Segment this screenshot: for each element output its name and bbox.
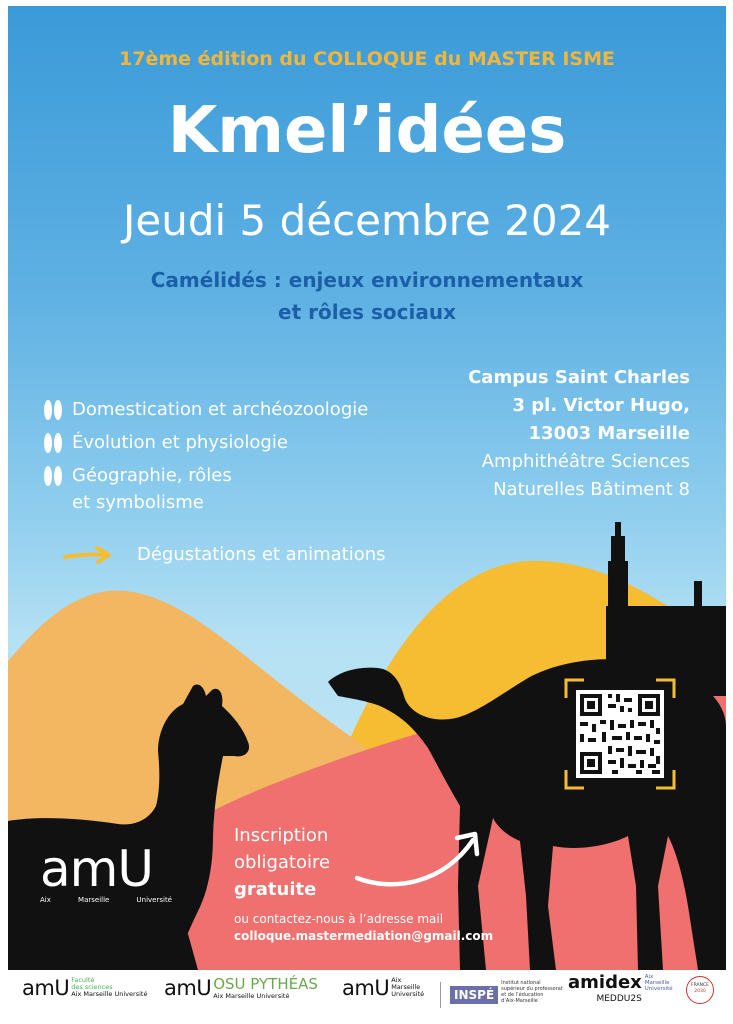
registration-line-3: gratuite xyxy=(234,879,317,900)
tasting-line xyxy=(63,544,386,565)
hoofprint-icon xyxy=(42,398,64,422)
event-date: Jeudi 5 décembre 2024 xyxy=(122,196,612,245)
logo-text: Université xyxy=(644,986,673,992)
list-item xyxy=(42,462,368,516)
logo-text: 2030 xyxy=(694,989,706,994)
logo-text: Université xyxy=(391,990,425,998)
partner-logos-footer xyxy=(8,970,726,1020)
topic-label: Évolution et physiologie xyxy=(72,432,288,453)
venue-street: 3 pl. Victor Hugo, xyxy=(512,395,690,416)
logo-amu xyxy=(342,976,424,1000)
logo-text: Faculté xyxy=(71,976,95,984)
logo-word: amU xyxy=(164,976,212,1000)
logo-text: Institut national xyxy=(501,980,541,986)
logo-text: et de l’éducation xyxy=(501,992,544,998)
arrow-right-icon xyxy=(63,545,115,565)
amu-logo xyxy=(40,840,172,904)
amu-logo-sub: Université xyxy=(136,896,172,904)
list-item xyxy=(42,396,368,423)
registration-line-2: obligatoire xyxy=(234,852,331,873)
logo-word: amidex xyxy=(568,972,642,993)
page-title: Kmel’idées xyxy=(167,94,567,168)
logo-osu-pytheas xyxy=(164,976,318,1000)
topic-label: Domestication et archéozoologie xyxy=(72,399,369,420)
subtitle xyxy=(8,264,726,328)
topic-label-continued: et symbolisme xyxy=(72,492,204,513)
logo-text: OSU PYTHÉAS xyxy=(213,975,318,993)
tasting-label: Dégustations et animations xyxy=(137,544,386,565)
qr-code[interactable] xyxy=(576,690,664,778)
amu-logo-sub: Aix xyxy=(40,896,51,904)
contact-text: ou contactez-nous à l’adresse mail xyxy=(234,912,444,926)
subtitle-line-2: et rôles sociaux xyxy=(278,300,456,324)
logo-inspe xyxy=(450,980,563,1004)
venue-campus: Campus Saint Charles xyxy=(468,367,690,388)
logo-word: amU xyxy=(22,976,70,1000)
topics-list xyxy=(42,396,368,522)
logo-text: supérieur du professorat xyxy=(501,986,563,992)
logo-france-2030 xyxy=(686,976,714,1004)
subtitle-line-1: Camélidés : enjeux environnementaux xyxy=(150,268,584,292)
topic-label: Géographie, rôles xyxy=(72,465,232,486)
venue-block xyxy=(468,364,690,504)
contact-block xyxy=(234,911,493,945)
logo-text: Aix Marseille Université xyxy=(213,992,290,1000)
contact-email[interactable]: colloque.mastermediation@gmail.com xyxy=(234,929,494,943)
logo-text: Marseille xyxy=(391,983,421,991)
venue-city: 13003 Marseille xyxy=(528,423,690,444)
curved-arrow-icon xyxy=(353,826,488,892)
venue-room: Amphithéâtre Sciences xyxy=(481,451,690,472)
artwork xyxy=(8,6,726,970)
logo-text: Aix xyxy=(391,976,402,984)
logo-text: des sciences xyxy=(71,983,113,991)
logo-text: d’Aix-Marseille xyxy=(501,998,538,1004)
venue-building: Naturelles Bâtiment 8 xyxy=(493,479,690,500)
logo-faculte-sciences xyxy=(22,976,147,1000)
logo-text: Marseille xyxy=(644,980,670,986)
logo-text: Aix xyxy=(644,974,654,980)
hoofprint-icon xyxy=(42,431,64,455)
registration-line-1: Inscription xyxy=(234,825,329,846)
divider xyxy=(440,982,441,1008)
hoofprint-icon xyxy=(42,464,64,488)
registration-block xyxy=(234,822,330,903)
amu-logo-sub: Marseille xyxy=(78,896,110,904)
logo-text: FRANCE xyxy=(691,983,709,988)
logo-amidex xyxy=(568,972,673,1004)
list-item xyxy=(42,429,368,456)
logo-word: amU xyxy=(342,976,390,1000)
logo-text: Aix Marseille Université xyxy=(71,990,148,998)
logo-word: INSPÉ xyxy=(450,986,498,1004)
edition-line: 17ème édition du COLLOQUE du MASTER ISME xyxy=(119,48,615,70)
amu-logo-word: amU xyxy=(40,840,153,898)
logo-text: MEDDU2S xyxy=(596,994,642,1004)
